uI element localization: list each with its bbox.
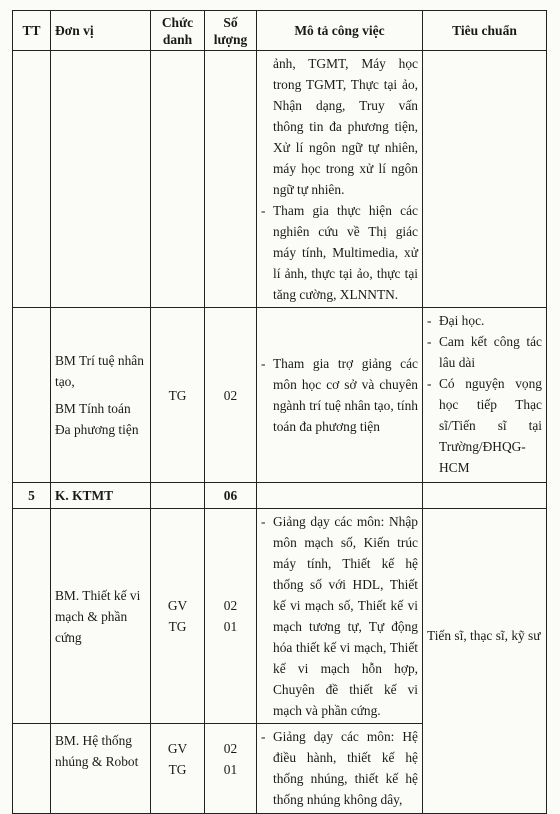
section-unit: K. KTMT [51,483,151,509]
header-tieu-chuan: Tiêu chuẩn [423,11,547,51]
description-item: - Tham gia trợ giảng các môn học cơ sở và chuyên ngành trí tuệ nhân tạo, tính toán đa phương tiện [261,353,418,437]
quantity-cell: 02 [205,308,257,483]
quantity-cell: 02 01 [205,724,257,814]
title-cell: GV TG [151,724,205,814]
criteria-item: - Có nguyện vọng học tiếp Thạc sĩ/Tiến sĩ tại Trường/ĐHQG-HCM [427,373,542,478]
section-number: 5 [13,483,51,509]
unit-cell: BM. Thiết kế vi mạch & phần cứng [51,509,151,724]
quantity-cell: 02 01 [205,509,257,724]
table-row [13,724,547,814]
description-text: ảnh, TGMT, Máy học trong TGMT, Thực tại ảo, Nhận dạng, Truy vấn thông tin đa phương tiện, Xử lí ngôn ngữ tự nhiên, máy học trong xử lí ngôn ngữ tự nhiên. [273,56,418,197]
title-cell: GV TG [151,509,205,724]
unit-name: BM Trí tuệ nhân tạo, [55,353,144,389]
job-description-cell [257,51,423,308]
table-row [13,51,547,308]
header-chuc-danh: Chức danh [151,11,205,51]
criteria-item: - Đại học. [427,310,542,331]
job-description-cell [257,509,423,724]
table-row [13,509,547,724]
unit-name: BM Tính toán Đa phương tiện [55,401,139,437]
criteria-cell [423,308,547,483]
table-header-row [13,11,547,51]
criteria-item: - Cam kết công tác lâu dài [427,331,542,373]
header-don-vi: Đơn vị [51,11,151,51]
description-item: - Giảng dạy các môn: Nhập môn mạch số, Kiến trúc máy tính, Thiết kế hệ thống số với HDL, Thiết kế vi mạch số, Thiết kế vi mạch tương tự, Tự động hóa thiết kế vi mạch, Thiết kế vi mạch hỗn hợp, Chuyên đề thiết kế vi mạch và phần cứng. [261,511,418,721]
criteria-cell: Tiến sĩ, thạc sĩ, kỹ sư [423,509,547,724]
job-description-cell [257,724,423,814]
section-row [13,483,547,509]
header-tt: TT [13,11,51,51]
header-so-luong: Số lượng [205,11,257,51]
header-mo-ta: Mô tả công việc [257,11,423,51]
section-quantity: 06 [205,483,257,509]
table-row [13,308,547,483]
title-cell: TG [151,308,205,483]
job-description-cell [257,308,423,483]
recruitment-table [12,10,547,814]
description-item: - Giảng dạy các môn: Hệ điều hành, thiết kế hệ thống nhúng, thiết kế hệ thống nhúng không dây, [261,726,418,810]
unit-cell: BM. Hệ thống nhúng & Robot [51,724,151,814]
unit-cell [51,308,151,483]
description-item: - Tham gia thực hiện các nghiên cứu về Thị giác máy tính, Multimedia, xử lí ảnh, thực tại ảo, thực tại tăng cường, XLNNTN. [261,200,418,305]
